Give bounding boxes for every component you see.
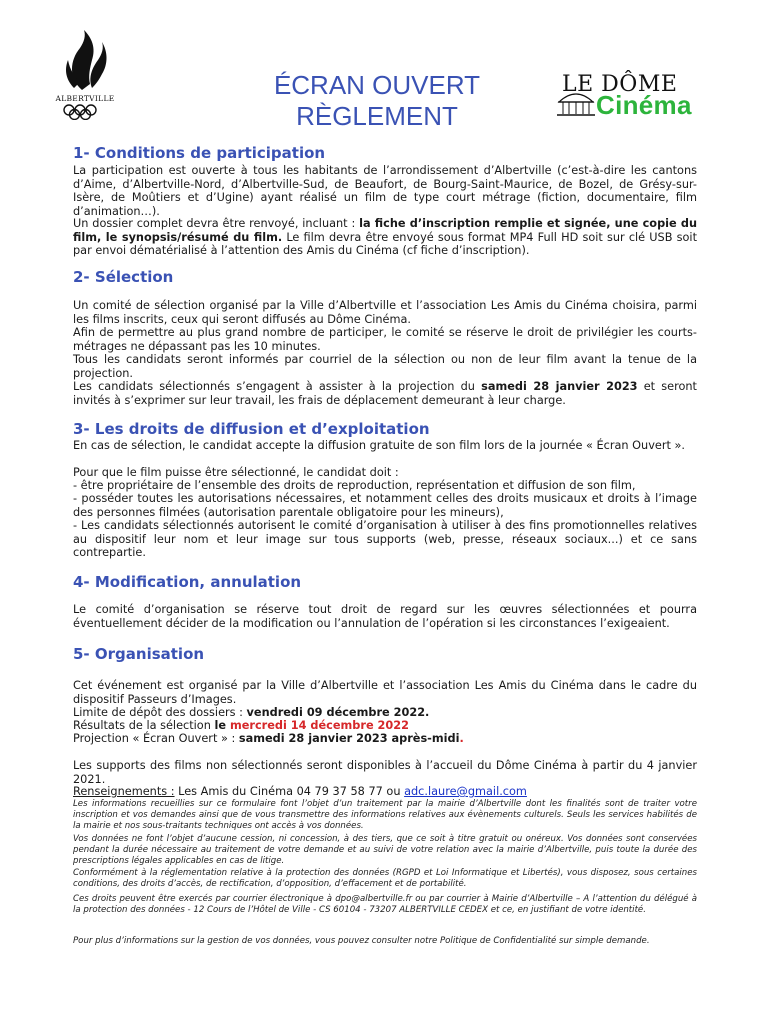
title-line-1: ÉCRAN OUVERT [273, 70, 481, 100]
bold-text: le [214, 719, 230, 732]
dome-logo-line-2: Cinéma [596, 90, 692, 120]
bold-date: samedi 28 janvier 2023 [481, 380, 638, 393]
legal-note-3: Conformément à la réglementation relative à la protection des données (RGPD et Loi Informatique et Libertés), vous disposez, sous certaines conditions, des droits d’accès, de rectification, d’opposition, d’effacement et de portabilité. [73, 868, 697, 890]
flame-icon [62, 30, 108, 92]
bold-date: samedi 28 janvier 2023 après-midi [238, 732, 460, 745]
text-span: Les candidats sélectionnés s’engagent à assister à la projection du [73, 380, 482, 393]
bold-text: la fiche d’inscription remplie et signée, une copie du film, le synopsis/résumé du film. [73, 217, 697, 244]
text-span: et seront invités à s’exprimer sur leur travail, les frais de déplacement demeurant à leur charge. [73, 380, 697, 407]
red-date: mercredi 14 décembre 2022 [229, 719, 409, 732]
section-2-paragraph-2: Afin de permettre au plus grand nombre de participer, le comité se réserve le droit de privilégier les courts-métrages ne dépassant pas les 10 minutes. [73, 326, 697, 353]
section-1-paragraph-1: La participation est ouverte à tous les habitants de l’arrondissement d’Albertville (c’est-à-dire les cantons d’Aime, d’Albertville-Nord, d’Albertville-Sud, de Beaufort, de Bourg-Saint-Maurice, de Bozel, de Grésy-sur-Isère, de Moûtiers et d’Ugine) ayant réalisé un film de type court métrage (fiction, documentaire, film d’animation…). [73, 164, 697, 218]
section-1-paragraph-2 [73, 217, 697, 258]
section-3-paragraph-1: En cas de sélection, le candidat accepte la diffusion gratuite de son film lors de la journée « Écran Ouvert ». [73, 439, 686, 452]
title-line-2: RÈGLEMENT [296, 101, 458, 131]
section-5-contact [73, 785, 697, 799]
text-span: Le film devra être envoyé sous format MP4 Full HD soit sur clé USB soit par envoi dématérialisé à l’attention des Amis du Cinéma (cf fiche d’inscription). [73, 230, 698, 257]
legal-note-2: Vos données ne font l’objet d’aucune cession, ni concession, à des tiers, que ce soit à titre gratuit ou onéreux. Vos données sont conservées pendant la durée nécessaire au traitement de votre demande et au suivi de votre relation avec la mairie d’Albertville, puis toute la durée des prescriptions légales applicables en cas de litige. [73, 834, 697, 867]
legal-note-5: Pour plus d’informations sur la gestion de vos données, vous pouvez consulter notre Politique de Confidentialité sur simple demande. [73, 936, 650, 946]
bold-date: vendredi 09 décembre 2022. [246, 706, 430, 719]
dome-building-icon [556, 88, 596, 118]
section-5-heading: 5- Organisation [73, 645, 205, 663]
text-span: Limite de dépôt des dossiers : [73, 706, 247, 719]
section-5-results [73, 719, 697, 733]
dome-logo-line-1: LE DÔME [562, 72, 678, 97]
albertville-label: ALBERTVILLE [55, 94, 115, 103]
section-3-bullet-1: - être propriétaire de l’ensemble des droits de reproduction, représentation et diffusion de son film, [73, 479, 636, 492]
text-span: Un dossier complet devra être renvoyé, incluant : [73, 217, 360, 230]
olympic-rings-icon [62, 104, 110, 120]
contact-label: Renseignements : [73, 785, 175, 798]
section-2-paragraph-1: Un comité de sélection organisé par la Ville d’Albertville et l’association Les Amis du Cinéma choisira, parmi les films inscrits, ceux qui seront diffusés au Dôme Cinéma. [73, 299, 697, 326]
legal-note-4: Ces droits peuvent être exercés par courrier électronique à dpo@albertville.fr ou par courrier à Mairie d’Albertville – A l’attention du délégué à la protection des données - 12 Cours de l’Hôtel de Ville - CS 60104 - 73207 ALBERTVILLE CEDEX et ce, en justifiant de votre identité. [73, 894, 697, 916]
section-4-heading: 4- Modification, annulation [73, 573, 302, 591]
red-period: . [459, 732, 464, 745]
section-3-paragraph-2: Pour que le film puisse être sélectionné, le candidat doit : [73, 466, 399, 479]
legal-note-1: Les informations recueillies sur ce formulaire font l’objet d’un traitement par la mairie d’Albertville dont les finalités sont de traiter votre inscription et vos demandes ainsi que de vous transmettre des informations relatives aux évènements culturels. Seuls les services habilités de la mairie et nos sous-traitants techniques ont accès à vos données. [73, 799, 697, 832]
section-2-heading: 2- Sélection [73, 268, 174, 286]
section-5-paragraph-1: Cet événement est organisé par la Ville d’Albertville et l’association Les Amis du Cinéma dans le cadre du dispositif Passeurs d’Images. [73, 679, 697, 706]
section-3-bullet-2: - posséder toutes les autorisations nécessaires, et notamment celles des droits musicaux et droits à l’image des personnes filmées (autorisation parentale obligatoire pour les mineurs), [73, 492, 697, 519]
dome-cinema-logo [556, 70, 716, 122]
text-span: Projection « Écran Ouvert » : [73, 732, 239, 745]
section-1-heading: 1- Conditions de participation [73, 144, 326, 162]
section-2-paragraph-3: Tous les candidats seront informés par courriel de la sélection ou non de leur film avant la tenue de la projection. [73, 353, 697, 380]
document-title [244, 70, 510, 132]
section-4-paragraph-1: Le comité d’organisation se réserve tout droit de regard sur les œuvres sélectionnées et pourra éventuellement décider de la modification ou l’annulation de l’opération si les circonstances l’exigeaient. [73, 603, 697, 630]
text-span: Les Amis du Cinéma 04 79 37 58 77 ou [174, 785, 405, 798]
email-link[interactable]: adc.laure@gmail.com [404, 785, 527, 798]
text-span: Résultats de la sélection [73, 719, 215, 732]
section-5-paragraph-2: Les supports des films non sélectionnés seront disponibles à l’accueil du Dôme Cinéma à partir du 4 janvier 2021. [73, 759, 697, 786]
section-3-bullet-3: - Les candidats sélectionnés autorisent le comité d’organisation à utiliser à des fins promotionnelles relatives au dispositif leur nom et leur image sur tous supports (web, presse, réseaux sociaux...) et ce sans contrepartie. [73, 519, 697, 559]
section-3-heading: 3- Les droits de diffusion et d’exploitation [73, 420, 430, 438]
albertville-logo [54, 30, 116, 122]
section-5-deadline [73, 706, 697, 720]
section-5-projection [73, 732, 697, 746]
section-2-paragraph-4 [73, 380, 697, 407]
